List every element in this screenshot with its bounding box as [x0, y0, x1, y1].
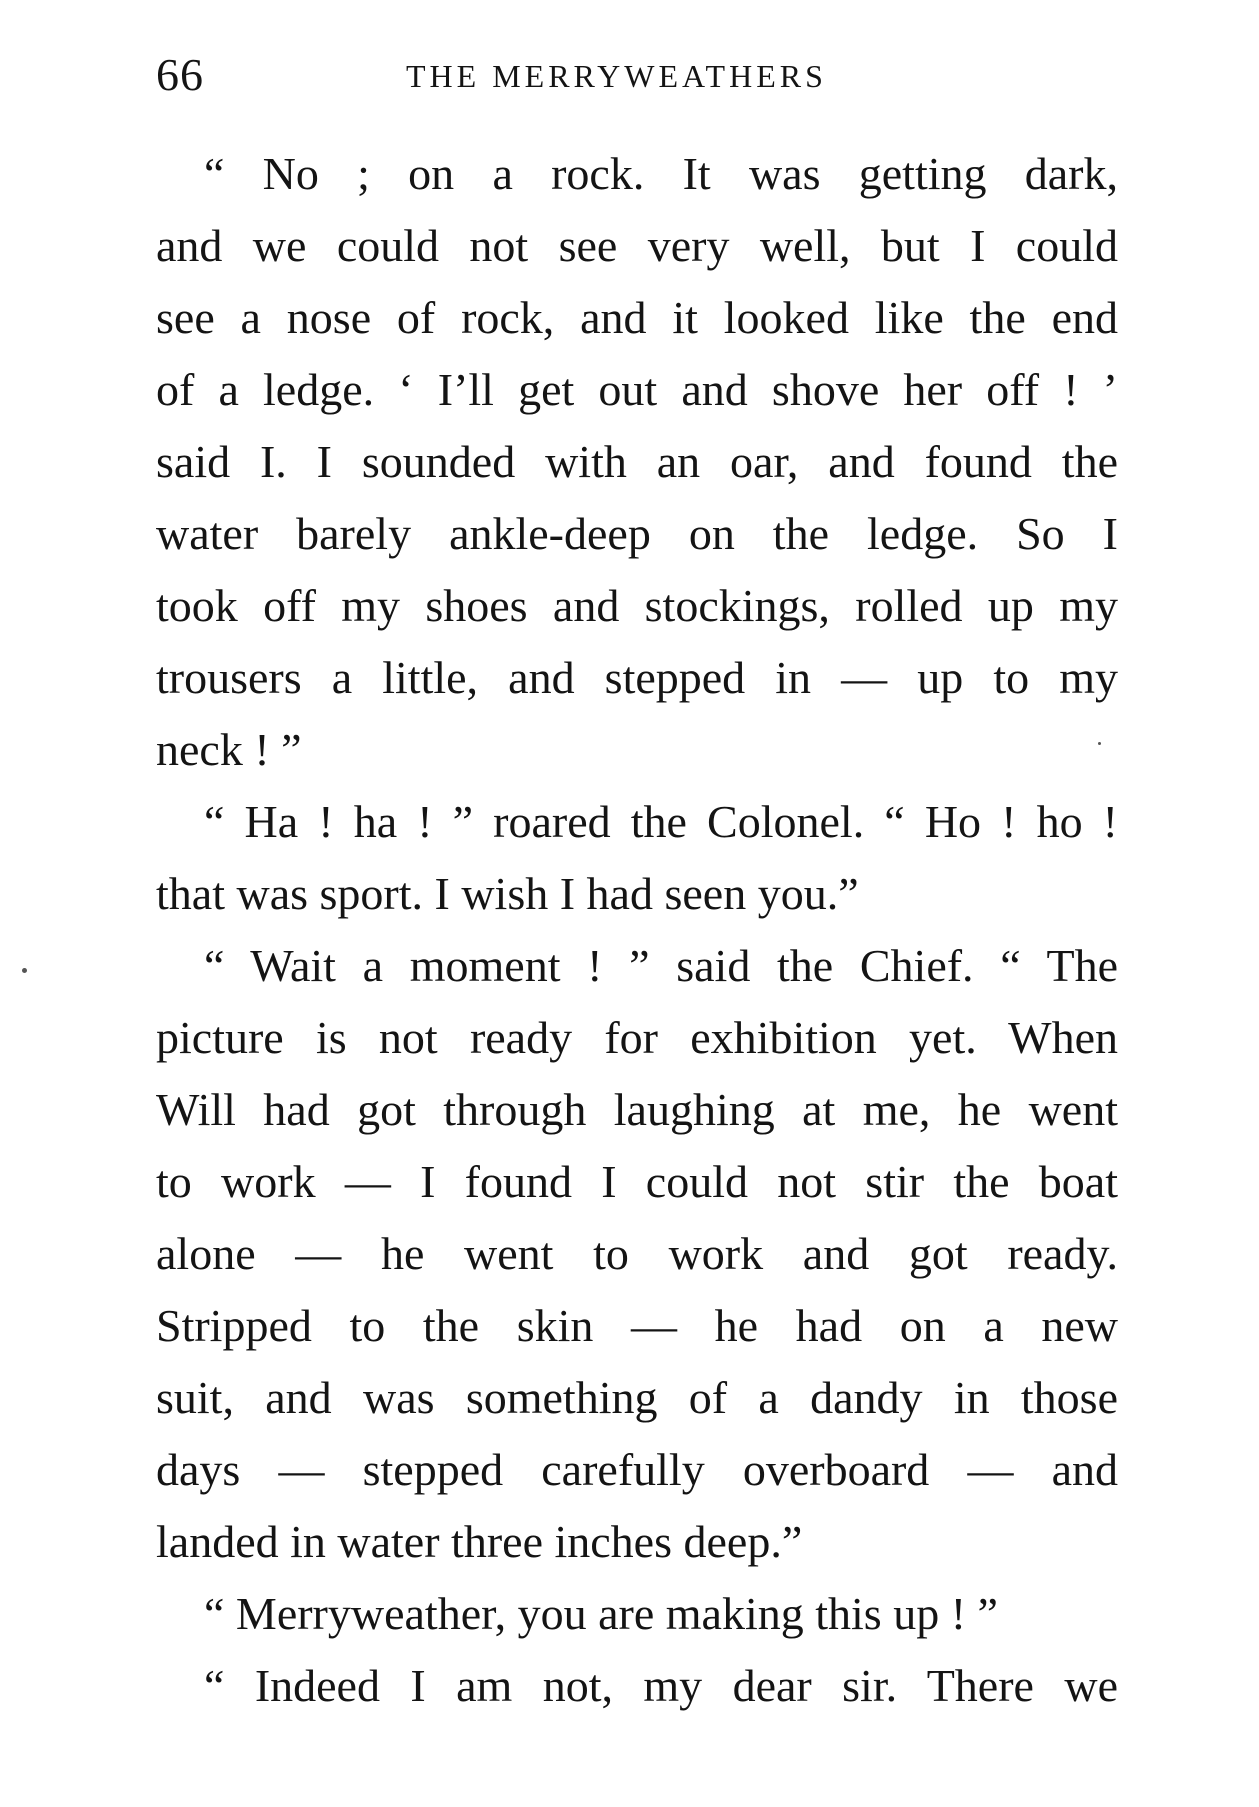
- text-line: of a ledge. ‘ I’ll get out and shove her off ! ’: [156, 364, 1118, 415]
- text-line: days — stepped carefully overboard — and: [156, 1444, 1118, 1495]
- text-line: Will had got through laughing at me, he went: [156, 1084, 1118, 1135]
- text-line: “ Merryweather, you are making this up ! ”: [204, 1588, 998, 1639]
- text-line: Stripped to the skin — he had on a new: [156, 1300, 1118, 1351]
- ink-speck: [22, 968, 27, 973]
- text-line: to work — I found I could not stir the boat: [156, 1156, 1118, 1207]
- text-line: neck ! ”: [156, 724, 302, 775]
- text-line: “ Indeed I am not, my dear sir. There we: [204, 1660, 1118, 1711]
- text-line: suit, and was something of a dandy in those: [156, 1372, 1118, 1423]
- running-head: [156, 40, 1116, 110]
- text-line: “ Ha ! ha ! ” roared the Colonel. “ Ho ! ho !: [204, 796, 1118, 847]
- text-line: picture is not ready for exhibition yet. When: [156, 1012, 1118, 1063]
- text-line: landed in water three inches deep.”: [156, 1516, 803, 1567]
- text-line: water barely ankle-deep on the ledge. So I: [156, 508, 1118, 559]
- text-line: took off my shoes and stockings, rolled up my: [156, 580, 1118, 631]
- body-text: [156, 138, 1118, 1722]
- text-line: and we could not see very well, but I could: [156, 220, 1118, 271]
- text-line: “ No ; on a rock. It was getting dark,: [204, 148, 1118, 199]
- text-line: see a nose of rock, and it looked like the end: [156, 292, 1118, 343]
- text-line: alone — he went to work and got ready.: [156, 1228, 1118, 1279]
- text-line: trousers a little, and stepped in — up to my: [156, 652, 1118, 703]
- text-line: said I. I sounded with an oar, and found the: [156, 436, 1118, 487]
- running-title: THE MERRYWEATHERS: [406, 58, 827, 94]
- text-line: that was sport. I wish I had seen you.”: [156, 868, 859, 919]
- text-line: “ Wait a moment ! ” said the Chief. “ The: [204, 940, 1118, 991]
- ink-speck: [1098, 742, 1101, 745]
- page-number: 66: [156, 49, 204, 100]
